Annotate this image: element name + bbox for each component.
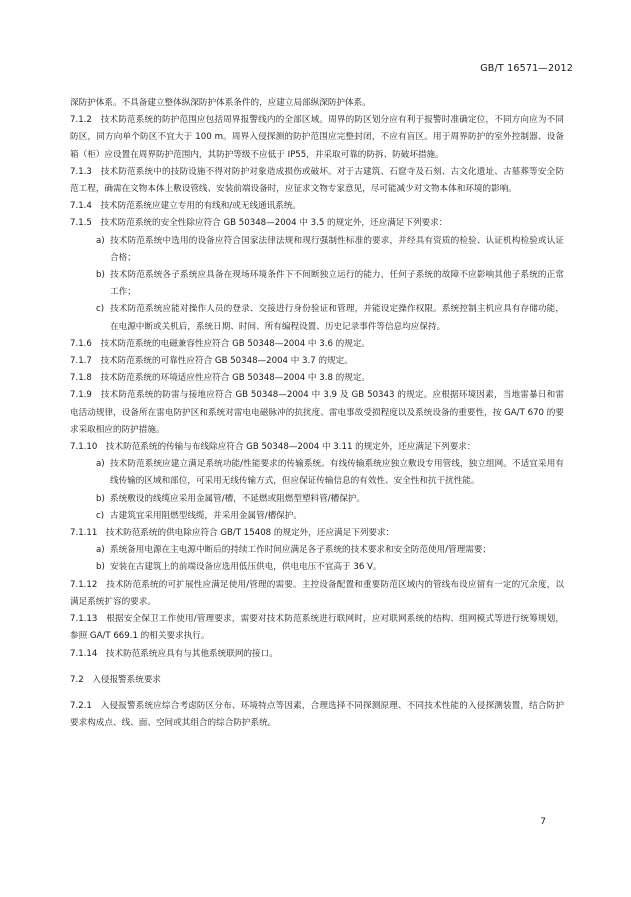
list-item-marker: a) xyxy=(96,545,105,556)
list-item-marker: b) xyxy=(96,562,105,573)
clause-paragraph: 7.1.8 技术防范系统的环境适应性应符合 GB 50348—2004 中 3.8 的规定。 xyxy=(70,373,371,384)
clause-paragraph: 7.1.11 技术防范系统的供电除应符合 GB/T 15408 的规定外，还应满足下列要求： xyxy=(70,528,395,539)
clause-paragraph: 7.1.4 技术防范系统应建立专用的有线和/或无线通讯系统。 xyxy=(70,201,302,212)
list-item-text: 系统敷设的线缆应采用金属管/槽，不延燃或阻燃型塑料管/槽保护。 xyxy=(110,493,366,504)
list-item-marker: a) xyxy=(96,235,105,246)
clause-paragraph: 7.1.3 技术防范系统中的技防设施不得对防护对象造成损伤或破坏。对于古建筑、石窟寺及石刻、古文化遗址、古墓葬等安全防范工程，确需在文物本体上敷设管线、安装前端设备时，应征求文物专家意见，尽可能减少对文物本体和环境的影响。 xyxy=(70,166,564,195)
list-item xyxy=(70,491,564,508)
list-item-marker: a) xyxy=(96,459,105,470)
list-item-marker: b) xyxy=(96,493,105,504)
list-item-text: 古建筑宜采用阻燃型线缆，并采用金属管/槽保护。 xyxy=(110,510,302,521)
list-item-text: 技术防范系统各子系统应具备在现场环境条件下不间断独立运行的能力，任何子系统的故障不应影响其他子系统的正常工作； xyxy=(110,270,564,298)
list-item-text: 安装在古建筑上的前端设备应选用低压供电，供电电压不宜高于 36 V。 xyxy=(110,562,382,573)
clause-paragraph: 7.1.13 根据安全保卫工作使用/管理要求，需要对技术防范系统进行联网时，应对联网系统的结构、组网模式等进行统筹规划，参照 GA/T 669.1 的相关要求执行。 xyxy=(70,614,564,642)
page-number: 7 xyxy=(540,817,546,827)
list-item xyxy=(70,508,564,525)
clause-paragraph: 7.1.10 技术防范系统的传输与布线除应符合 GB 50348—2004 中 3.11 的规定外，还应满足下列要求： xyxy=(70,442,476,453)
list-item-marker: c) xyxy=(96,304,105,315)
document-body xyxy=(70,95,564,732)
clause-paragraph: 7.2.1 入侵报警系统应综合考虑防区分布、环境特点等因素，合理选择不同探测原理、不同技术性能的入侵探测装置，结合防护要求构成点、线、面、空间或其组合的综合防护系统。 xyxy=(70,700,564,729)
list-item xyxy=(70,542,564,559)
list-item-text: 技术防范系统中选用的设备应符合国家法律法规和现行强制性标准的要求，并经具有资质的检验、认证机构检验或认证合格； xyxy=(110,235,564,263)
list-item-text: 系统备用电源在主电源中断后的持续工作时间应满足各子系统的技术要求和安全防范使用/管理需要； xyxy=(110,545,492,556)
standard-number: GB/T 16571—2012 xyxy=(480,63,573,74)
clause-paragraph: 7.1.14 技术防范系统应具有与其他系统联网的接口。 xyxy=(70,648,278,659)
clause-paragraph: 深防护体系。不具备建立整体纵深防护体系条件的，应建立局部纵深防护体系。 xyxy=(70,98,371,108)
list-item-text: 技术防范系统应建立满足系统功能/性能要求的传输系统。有线传输系统应独立敷设专用管线，独立组网。不适宜采用有线传输的区域和部位，可采用无线传输方式，但应保证传输信息的有效性、安全性和抗干扰性能。 xyxy=(110,459,564,487)
clause-paragraph: 7.1.6 技术防范系统的电磁兼容性应符合 GB 50348—2004 中 3.6 的规定。 xyxy=(70,338,371,349)
list-item xyxy=(70,456,564,490)
list-item xyxy=(70,301,564,335)
section-heading: 7.2 入侵报警系统要求 xyxy=(70,674,162,685)
list-item-marker: b) xyxy=(96,270,105,281)
clause-paragraph: 7.1.9 技术防范系统的防雷与接地应符合 GB 50348—2004 中 3.9 及 GB 50343 的规定。应根据环境因素，当地雷暴日和雷电活动规律，设备所在雷电防护区和系统对雷电电磁脉冲的抗扰度、雷电事故受损程度以及系统设备的重要性，按 GA/T 670 的要求采取相应的防护措施。 xyxy=(70,390,564,435)
list-item xyxy=(70,559,564,576)
list-item xyxy=(70,267,564,301)
clause-paragraph: 7.1.5 技术防范系统的安全性除应符合 GB 50348—2004 中 3.5 的规定外，还应满足下列要求： xyxy=(70,218,448,229)
list-item-text: 技术防范系统应能对操作人员的登录、交接进行身份验证和管理，并能设定操作权限。系统控制主机应具有存储功能，在电源中断或关机后，系统日期、时间、所有编程设置、历史记录事件等信息均应保持。 xyxy=(110,304,564,332)
clause-paragraph: 7.1.2 技术防范系统的防护范围应包括周界报警线内的全部区域。周界的防区划分应有利于报警时准确定位，不同方向应为不同防区，同方向单个防区不宜大于 100 m。周界入侵探测的防护范围应完整封闭，不应有盲区。用于周界防护的室外控制器、设备箱（柜）应设置在周界防护范围内，其防护等级不应低于 IP55，并采取可靠的防拆、防破坏措施。 xyxy=(70,115,564,160)
clause-paragraph: 7.1.7 技术防范系统的可靠性应符合 GB 50348—2004 中 3.7 的规定。 xyxy=(70,356,353,367)
clause-paragraph: 7.1.12 技术防范系统的可扩展性应满足使用/管理的需要。主控设备配置和重要防范区域内的管线布设应留有一定的冗余度，以满足系统扩容的要求。 xyxy=(70,579,564,607)
list-item-marker: c) xyxy=(96,510,105,521)
list-item xyxy=(70,233,564,267)
